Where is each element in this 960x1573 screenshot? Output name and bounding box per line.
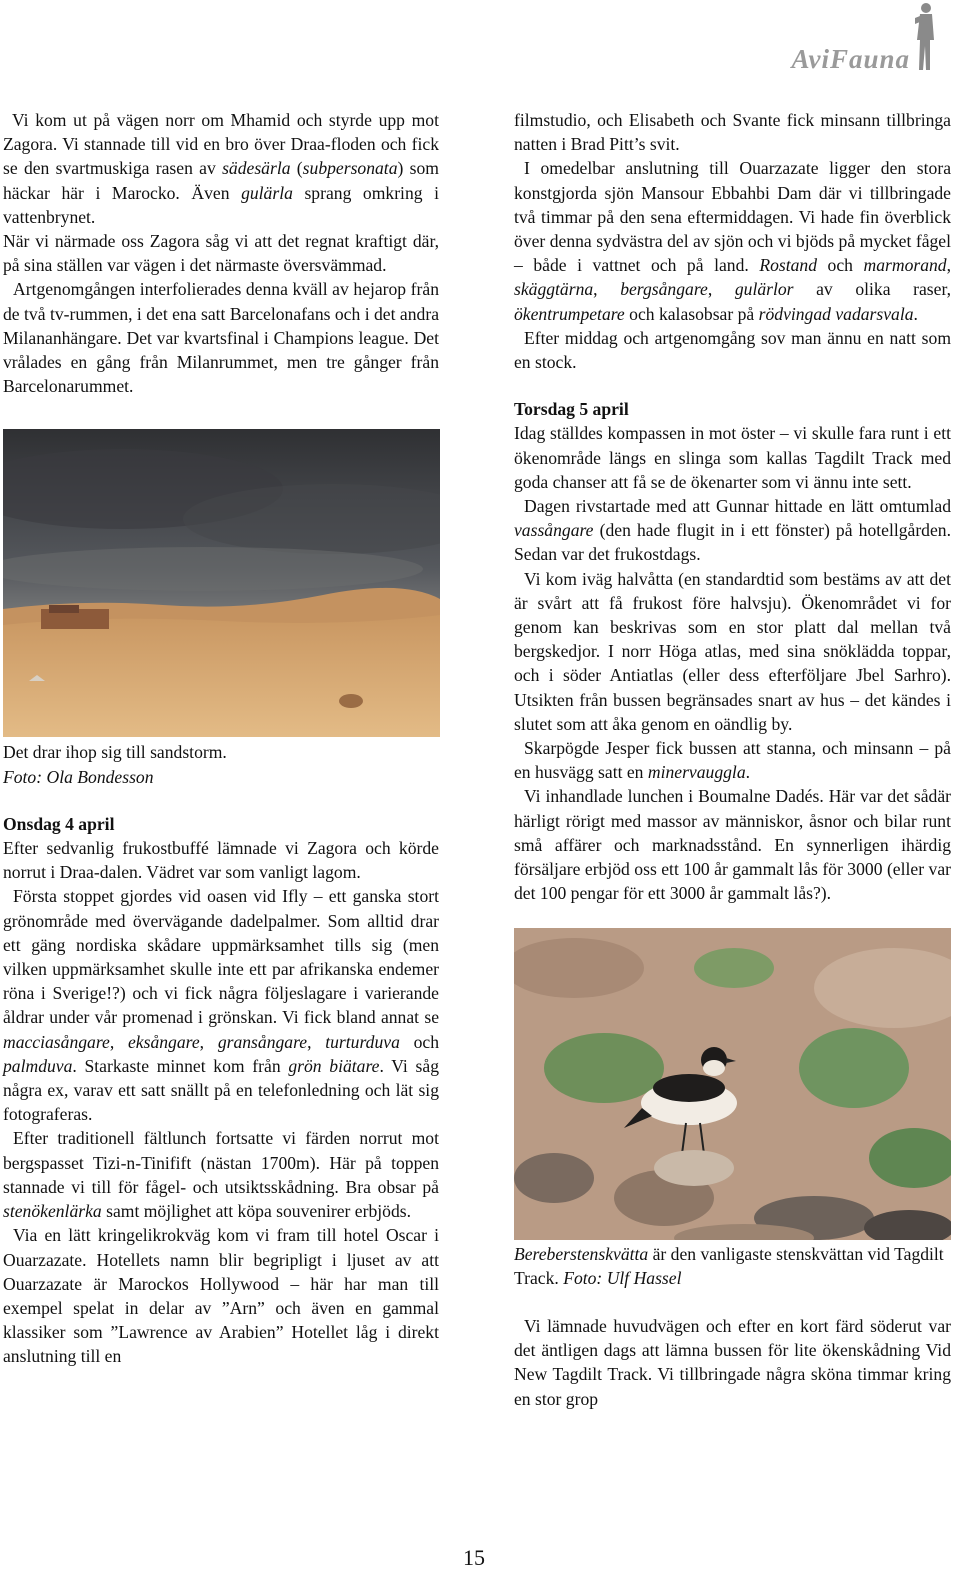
wheatear-photo	[514, 928, 951, 1240]
paragraph: När vi närmade oss Zagora såg vi att det regnat kraftigt där, på sina ställen var vägen i det närmaste översvämmad.	[3, 231, 439, 276]
photo-caption: Det drar ihop sig till sandstorm.	[3, 742, 227, 763]
page-number: 15	[463, 1545, 485, 1570]
paragraph: Första stoppet gjordes vid oasen vid Ifly – ett ganska stort grönområde med övervägande dadelpalmer. Som alltid drar ett gäng nordiska skådare uppmärksamhet tills sig (men vilken uppmärksamhet skulle inte ett par afrikanska endemer röna i Sverige!?) och vi fick några följeslagare i varierande åldrar under vår promenad i grönskan. Vi fick bland annat se macciasångare, eksångare, gransångare, turturduva och palmduva. Starkaste minnet kom från grön biätare. Vi såg några ex, varav ett satt snällt på en telefonledning och lät sig fotograferas.	[3, 886, 440, 1125]
paragraph: Skarpögde Jesper fick bussen att stanna, och minsann – på en husvägg satt en minervauggla.	[514, 738, 951, 783]
paragraph: Vi inhandlade lunchen i Boumalne Dadés. Här var det sådär härligt rörigt med massor av människor, åsnor och bilar runt små affärer och marknadsstånd. En synnerligen ihärdig försäljare erbjöd oss ett 100 år gammalt lås för 3000 (eller var det 100 pengar för ett 3000 år gammalt lås?).	[514, 786, 951, 904]
desert-storm-photo	[3, 429, 440, 737]
section-heading: Torsdag 5 april	[514, 399, 629, 420]
paragraph: Efter traditionell fältlunch fortsatte vi färden norrut mot bergspasset Tizi-n-Tinifift (nästan 1700m). Här på toppen stannade vi till för fågel- och utsiktsskådning. Bra obsar på stenökenlärka samt möjlighet att köpa souvenirer erbjöds.	[3, 1128, 439, 1222]
paragraph: Vi lämnade huvudvägen och efter en kort färd söderut var det äntligen dags att lämna bussen för lite ökenskådning Vid New Tagdilt Track. Vi tillbringade några sköna timmar kring en stor grop	[514, 1315, 951, 1409]
paragraph: Via en lätt kringelikrokväg kom vi fram till hotel Oscar i Ouarzazate. Hotellets namn blir begripligt i ljuset av att Ouarzazate är Marockos Hollywood – här har man till exempel spelat in delar av ”Arn” och även en gammal klassiker som ”Lawrence av Arabien” Hotellet låg i direkt anslutning till en	[3, 1225, 439, 1367]
paragraph: I omedelbar anslutning till Ouarzazate ligger den stora konstgjorda sjön Mansour Ebbahbi Dam där vi tillbringade två timmar på den sena eftermiddagen. Vi hade fin överblick över denna sydvästra del av sjön och vi bjöds på mycket fågel – både i vattnet och på land. Rostand och marmorand, skäggtärna, bergsångare, gulärlor av olika raser, ökentrumpetare och kalasobsar på rödvingad vadarsvala.	[514, 158, 952, 324]
photo-credit: Foto: Ola Bondesson	[3, 766, 154, 787]
photo-caption: Bereberstenskvätta är den vanligaste stenskvättan vid Tagdilt Track. Foto: Ulf Hassel	[514, 1243, 944, 1288]
paragraph: filmstudio, och Elisabeth och Svante fick minsann tillbringa natten i Brad Pitt’s svit.	[514, 110, 951, 155]
birdwatcher-figure-icon	[910, 0, 940, 74]
right-column	[514, 108, 951, 1411]
paragraph: Vi kom ut på vägen norr om Mhamid och styrde upp mot Zagora. Vi stannade till vid en bro över Draa-floden och fick se den svartmuskiga rasen av sädesärla (subpersonata) som häckar här i Marocko. Även gulärla sprang omkring i vattenbrynet.	[3, 110, 439, 227]
paragraph: Idag ställdes kompassen in mot öster – vi skulle fara runt i ett ökenområde längs en slinga som kallas Tagdilt Track med goda chanser att få se de ökenarter som vi ännu inte sett.	[514, 423, 951, 492]
avifauna-logo	[758, 0, 948, 78]
paragraph: Efter middag och artgenomgång sov man ännu en natt som en stock.	[514, 327, 951, 373]
photo-credit: Foto: Ulf Hassel	[563, 1267, 682, 1288]
paragraph: Dagen rivstartade med att Gunnar hittade en lätt omtumlad vassångare (den hade flugit in i ett fönster) på hotellgården. Sedan var det frukostdags.	[514, 496, 951, 565]
section-heading: Onsdag 4 april	[3, 813, 115, 834]
left-column	[3, 108, 439, 1369]
logo-text: AviFauna	[791, 44, 910, 74]
paragraph: Vi kom iväg halvåtta (en standardtid som bestäms av att det är svårt att få frukost före halvsju). Ökenområdet vi for genom kan beskrivas som en stor platt dal mellan två bergskedjor. I norr Höga atlas, med sina snöklädda toppar, och i söder Antiatlas (eller dess efterföljare Jbel Sarhro). Utsikten från bussen begränsades snart av hus – det kändes i slutet som att åka genom en oändlig by.	[514, 568, 951, 734]
paragraph: Efter sedvanlig frukostbuffé lämnade vi Zagora och körde norrut i Draa-dalen. Vädret var som vanligt lagom.	[3, 838, 439, 883]
paragraph: Artgenomgången interfolierades denna kväll av hejarop från de två tv-rummen, i det ena satt Barcelonafans och i det andra Milananhängare. Det var kvartsfinal i Champions league. Det vrålades en gång från Milanrummet, men tre gånger från Barcelonarummet.	[3, 279, 439, 397]
